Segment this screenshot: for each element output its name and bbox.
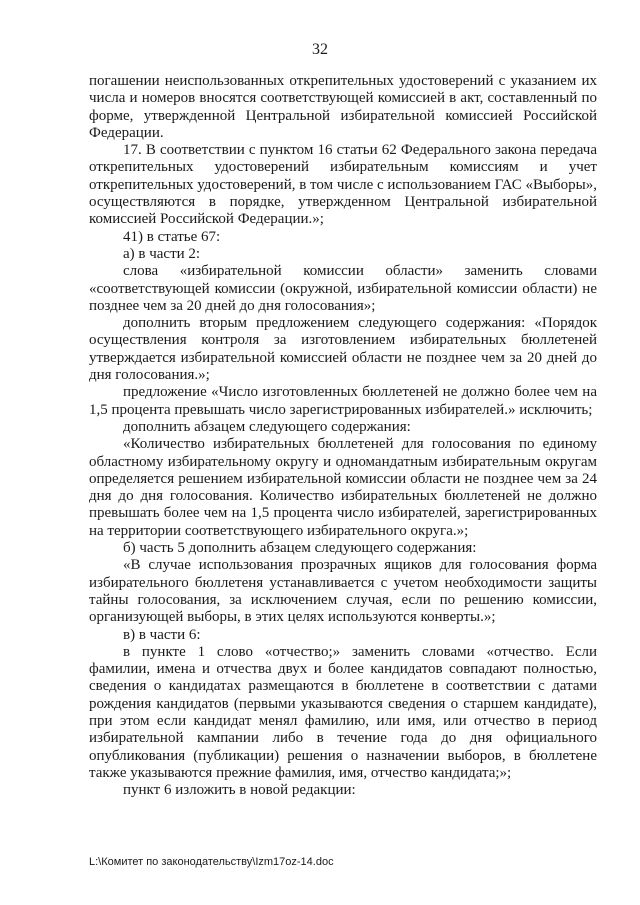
paragraph: а) в части 2: (123, 245, 201, 262)
document-body (89, 73, 597, 799)
page-number: 32 (312, 41, 328, 58)
paragraph: погашении неиспользованных открепительных удостоверений с указанием их числа и номеров вносятся соответствующей комиссией в акт, составленный по форме, утвержденной Центральной избирательной комиссией Российской Федерации. (89, 73, 597, 141)
paragraph: б) часть 5 дополнить абзацем следующего содержания: (123, 540, 477, 557)
file-path-footer: L:\Комитет по законодательству\Izm17oz-14.doc (89, 856, 334, 868)
paragraph: слова «избирательной комиссии области» заменить словами «соответствующей комиссии (окружной, избирательной комиссии области) не позднее чем за 20 дней до дня голосования»; (89, 263, 597, 314)
paragraph: в) в части 6: (123, 626, 201, 643)
paragraph: 17. В соответствии с пунктом 16 статьи 62 Федерального закона передача открепительных удостоверений избирательным комиссиям и учет открепительных удостоверений, в том числе с использованием ГАС «Выборы», осуществляются в порядке, утвержденном Центральной избирательной комиссией Российской Федерации.»; (89, 142, 597, 228)
paragraph: предложение «Число изготовленных бюллетеней не должно более чем на 1,5 процента превышать число зарегистрированных избирателей.» исключить; (89, 384, 597, 418)
paragraph: «В случае использования прозрачных ящиков для голосования форма избирательного бюллетеня устанавливается с учетом необходимости защиты тайны голосования, за исключением случая, если по решению комиссии, организующей выборы, в этих целях используются конверты.»; (89, 557, 597, 626)
paragraph: 41) в статье 67: (123, 228, 221, 245)
paragraph: в пункте 1 слово «отчество;» заменить словами «отчество. Если фамилии, имена и отчества двух и более кандидатов совпадают полностью, сведения о кандидатах размещаются в бюллетене в соответствии с датами рождения кандидатов (первыми указываются сведения о старшем кандидате), при этом если кандидат менял фамилию, или имя, или отчество в период избирательной кампании либо в течение года до дня официального опубликования (публикации) решения о назначении выборов, в бюллетене также указываются прежние фамилия, имя, отчество кандидата;»; (89, 643, 597, 781)
paragraph: «Количество избирательных бюллетеней для голосования по единому областному избирательному округу и одномандатным избирательным округам определяется решением избирательной комиссии области не позднее чем за 24 дня до дня голосования. Количество избирательных бюллетеней не должно превышать более чем на 1,5 процента число избирателей, зарегистрированных на территории соответствующего избирательного округа.»; (89, 436, 597, 539)
paragraph: пункт 6 изложить в новой редакции: (123, 782, 356, 799)
paragraph: дополнить абзацем следующего содержания: (123, 418, 411, 435)
paragraph: дополнить вторым предложением следующего содержания: «Порядок осуществления контроля за изготовлением избирательных бюллетеней утверждается избирательной комиссией области не позднее чем за 20 дней до дня голосования.»; (89, 315, 597, 384)
